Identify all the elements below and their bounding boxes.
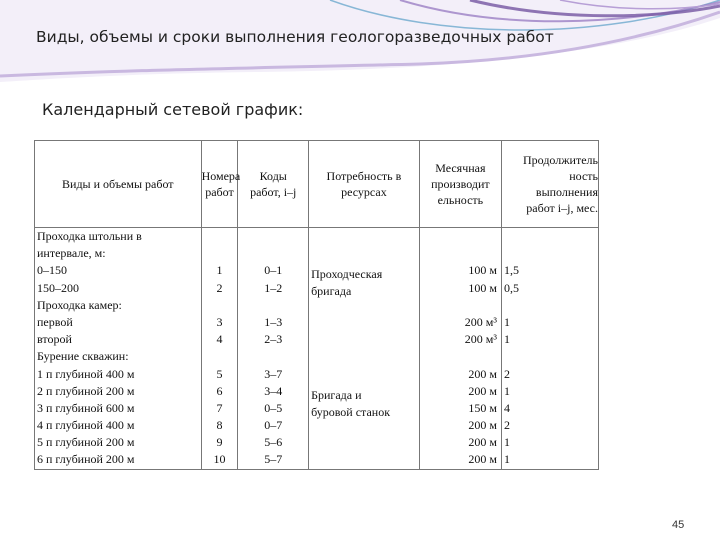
col-duration bbox=[501, 228, 598, 470]
work-code: 2–3 bbox=[264, 332, 283, 347]
header-line: ресурсах bbox=[341, 185, 387, 199]
table-body-row bbox=[35, 228, 599, 470]
work-type-line: второй bbox=[37, 332, 72, 347]
header-duration bbox=[501, 141, 598, 228]
work-type-line: 4 п глубиной 400 м bbox=[37, 418, 135, 433]
work-code: 5–7 bbox=[264, 452, 283, 467]
duration-value: 1,5 bbox=[503, 263, 519, 278]
work-number: 3 bbox=[216, 314, 223, 329]
work-type-line: Бурение скважин: bbox=[37, 349, 129, 364]
monthly-output bbox=[420, 228, 501, 245]
work-type-line: интервале, м: bbox=[37, 246, 106, 261]
duration-value: 0,5 bbox=[503, 280, 519, 295]
col-work-types bbox=[35, 228, 202, 470]
monthly-output: 100 м bbox=[468, 280, 497, 295]
work-type-line: 2 п глубиной 200 м bbox=[37, 383, 135, 398]
work-type-line: первой bbox=[37, 314, 73, 329]
work-number: 6 bbox=[216, 383, 223, 398]
resource-line: буровой станок bbox=[311, 405, 391, 419]
monthly-output: 200 м bbox=[468, 452, 497, 467]
col-monthly-output bbox=[419, 228, 501, 470]
monthly-output bbox=[420, 297, 501, 314]
header-line: работ i–j, мес. bbox=[526, 201, 598, 215]
header-line: производит bbox=[431, 177, 490, 191]
header-line: ельность bbox=[437, 193, 484, 207]
work-number: 10 bbox=[213, 452, 226, 467]
work-code bbox=[238, 348, 308, 365]
duration-value: 4 bbox=[503, 400, 510, 415]
work-number bbox=[202, 348, 238, 365]
header-line: Номера bbox=[201, 169, 241, 183]
monthly-output: 200 м bbox=[468, 366, 497, 381]
duration-value: 2 bbox=[503, 418, 510, 433]
work-code: 1–3 bbox=[264, 314, 283, 329]
resource-line: Проходческая bbox=[311, 267, 383, 281]
duration-value bbox=[502, 348, 598, 365]
header-work-types-text: Виды и объемы работ bbox=[62, 177, 174, 191]
page-number: 45 bbox=[672, 519, 685, 531]
work-code: 0–1 bbox=[264, 263, 283, 278]
duration-value bbox=[502, 245, 598, 262]
work-number bbox=[202, 245, 238, 262]
duration-value: 1 bbox=[503, 383, 510, 398]
header-line: Потребность в bbox=[326, 169, 402, 183]
work-code: 1–2 bbox=[264, 280, 283, 295]
work-code: 0–7 bbox=[264, 418, 283, 433]
monthly-output bbox=[420, 348, 501, 365]
duration-value: 2 bbox=[503, 366, 510, 381]
work-code: 3–7 bbox=[264, 366, 283, 381]
work-type-line: 1 п глубиной 400 м bbox=[37, 366, 135, 381]
header-monthly-output bbox=[419, 141, 501, 228]
duration-value: 1 bbox=[503, 332, 510, 347]
col-work-codes bbox=[238, 228, 309, 470]
header-line: работ bbox=[205, 185, 234, 199]
col-work-numbers bbox=[201, 228, 238, 470]
header-line: выполнения bbox=[535, 185, 598, 199]
resource-line: Бригада и bbox=[311, 388, 362, 402]
work-type-line: 150–200 bbox=[37, 280, 79, 295]
header-line: ность bbox=[569, 169, 598, 183]
work-type-line: 3 п глубиной 600 м bbox=[37, 400, 135, 415]
work-number: 4 bbox=[216, 332, 223, 347]
monthly-output bbox=[420, 245, 501, 262]
work-code: 5–6 bbox=[264, 435, 283, 450]
monthly-output: 200 м bbox=[468, 418, 497, 433]
monthly-output: 100 м bbox=[468, 263, 497, 278]
work-code: 3–4 bbox=[264, 383, 283, 398]
header-line: Продолжитель bbox=[523, 153, 598, 167]
work-code bbox=[238, 297, 308, 314]
resource-tunneling bbox=[309, 266, 382, 300]
work-type-line: Проходка штольни в bbox=[37, 229, 142, 243]
header-work-numbers bbox=[201, 141, 241, 228]
header-line: Месячная bbox=[435, 161, 486, 175]
work-code: 0–5 bbox=[264, 400, 283, 415]
col-resources bbox=[309, 228, 420, 470]
header-line: Коды bbox=[259, 169, 287, 183]
work-number: 9 bbox=[216, 435, 223, 450]
work-type-line: 5 п глубиной 200 м bbox=[37, 435, 135, 450]
work-number: 5 bbox=[216, 366, 223, 381]
duration-value: 1 bbox=[503, 435, 510, 450]
schedule-table bbox=[34, 140, 599, 470]
work-number bbox=[202, 297, 238, 314]
work-code bbox=[238, 245, 308, 262]
work-number: 8 bbox=[216, 418, 223, 433]
duration-value bbox=[502, 297, 598, 314]
monthly-output: 200 м³ bbox=[464, 314, 497, 329]
work-code bbox=[238, 228, 308, 245]
header-work-codes bbox=[238, 141, 309, 228]
slide-title: Виды, объемы и сроки выполнения геологоразведочных работ bbox=[36, 28, 554, 46]
header-resources bbox=[309, 141, 420, 228]
header-work-types bbox=[35, 141, 202, 228]
work-type-line: Проходка камер: bbox=[37, 297, 122, 312]
work-number: 7 bbox=[216, 400, 223, 415]
table-header-row bbox=[35, 141, 599, 228]
work-number: 1 bbox=[216, 263, 223, 278]
resource-drilling bbox=[309, 387, 390, 421]
monthly-output: 150 м bbox=[468, 400, 497, 415]
monthly-output: 200 м bbox=[468, 383, 497, 398]
work-number: 2 bbox=[216, 280, 223, 295]
duration-value: 1 bbox=[503, 452, 510, 467]
slide-subtitle: Календарный сетевой график: bbox=[42, 100, 304, 119]
header-line: работ, i–j bbox=[250, 185, 297, 199]
monthly-output: 200 м bbox=[468, 435, 497, 450]
resource-line: бригада bbox=[311, 284, 352, 298]
duration-value: 1 bbox=[503, 314, 510, 329]
work-type-line: 6 п глубиной 200 м bbox=[37, 452, 135, 467]
duration-value bbox=[502, 228, 598, 245]
monthly-output: 200 м³ bbox=[464, 332, 497, 347]
work-type-line: 0–150 bbox=[37, 263, 67, 278]
work-number bbox=[202, 228, 238, 245]
